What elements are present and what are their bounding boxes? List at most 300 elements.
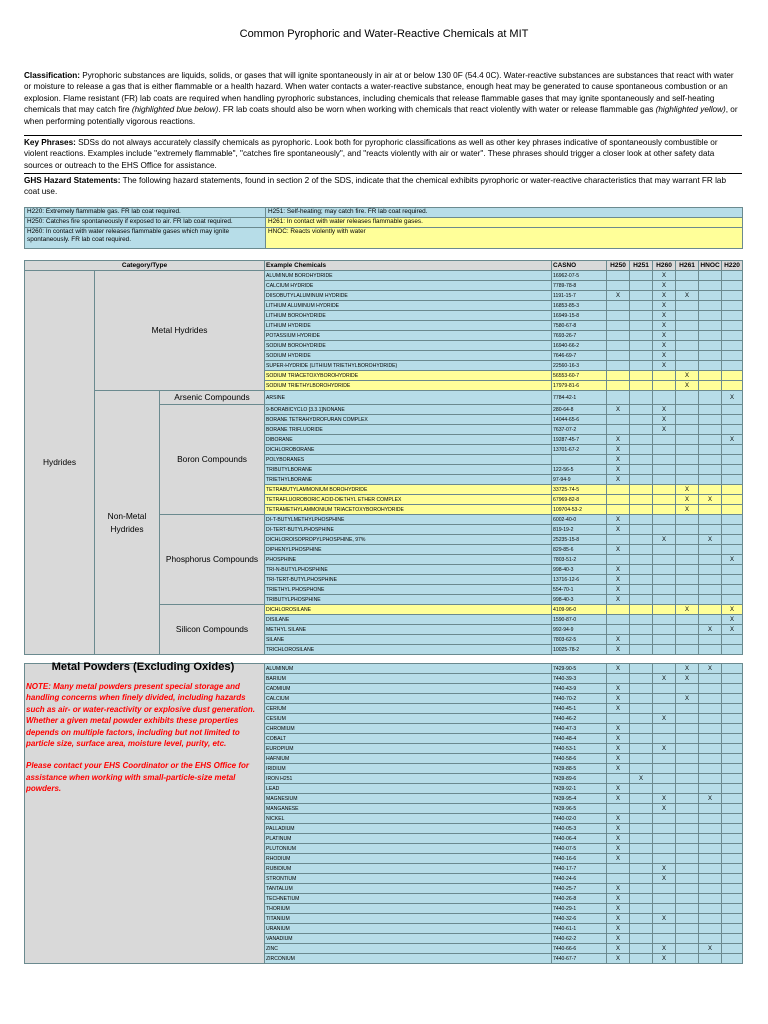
flag-h250: X bbox=[607, 754, 630, 764]
cas-number: 7440-32-6 bbox=[552, 914, 607, 924]
cas-number: 7440-45-1 bbox=[552, 704, 607, 714]
chemical-name: LITHIUM ALUMINUM HYDRIDE bbox=[265, 301, 552, 311]
flag-h220: X bbox=[722, 391, 743, 405]
chemical-name: CADMIUM bbox=[265, 684, 552, 694]
chemical-name: COBALT bbox=[265, 734, 552, 744]
flag-h261 bbox=[676, 455, 699, 465]
flag-h260 bbox=[653, 555, 676, 565]
cas-number: 7440-24-6 bbox=[552, 874, 607, 884]
flag-h261 bbox=[676, 804, 699, 814]
flag-h251 bbox=[630, 405, 653, 415]
flag-hnoc bbox=[699, 924, 722, 934]
flag-h251 bbox=[630, 834, 653, 844]
flag-hnoc bbox=[699, 605, 722, 615]
flag-h251 bbox=[630, 455, 653, 465]
flag-h251 bbox=[630, 934, 653, 944]
chemical-name: BORANE TETRAHYDROFURAN COMPLEX bbox=[265, 415, 552, 425]
chemical-name: TANTALUM bbox=[265, 884, 552, 894]
flag-h261 bbox=[676, 924, 699, 934]
flag-h220 bbox=[722, 674, 743, 684]
cas-number: 7439-96-5 bbox=[552, 804, 607, 814]
chemical-name: SODIUM HYDRIDE bbox=[265, 351, 552, 361]
flag-h260 bbox=[653, 605, 676, 615]
cas-number: 4109-96-0 bbox=[552, 605, 607, 615]
flag-hnoc: X bbox=[699, 944, 722, 954]
cas-number: 19287-45-7 bbox=[552, 435, 607, 445]
flag-h220 bbox=[722, 684, 743, 694]
flag-h261 bbox=[676, 714, 699, 724]
chemical-name: URANIUM bbox=[265, 924, 552, 934]
flag-hnoc bbox=[699, 694, 722, 704]
flag-hnoc bbox=[699, 804, 722, 814]
chemical-name: TRIBUTYLPHOSPHINE bbox=[265, 595, 552, 605]
cas-number: 280-64-8 bbox=[552, 405, 607, 415]
flag-h250 bbox=[607, 331, 630, 341]
flag-h220 bbox=[722, 764, 743, 774]
flag-h261: X bbox=[676, 674, 699, 684]
flag-h250: X bbox=[607, 565, 630, 575]
chemical-name: LEAD bbox=[265, 784, 552, 794]
flag-h220 bbox=[722, 291, 743, 301]
key-phrases-text: SDSs do not always accurately classify chemicals as pyrophoric. Look both for pyrophoric classifications as well as other key phrases indicative of spontaneously combustible or violent reactions. Examples include "extremely flammable", "catches fire spontaneously", and "reacts violently with air or water". These phrases should trigger a closer look at other safety data sources or outreach to the EHS Office for assistance. bbox=[24, 138, 718, 170]
flag-h250 bbox=[607, 625, 630, 635]
flag-h261: X bbox=[676, 485, 699, 495]
chemical-name: DI-TERT-BUTYLPHOSPHINE bbox=[265, 525, 552, 535]
flag-h260 bbox=[653, 784, 676, 794]
flag-h261 bbox=[676, 864, 699, 874]
flag-h251 bbox=[630, 465, 653, 475]
flag-h220 bbox=[722, 321, 743, 331]
flag-h251 bbox=[630, 495, 653, 505]
flag-h220 bbox=[722, 874, 743, 884]
flag-h251 bbox=[630, 565, 653, 575]
flag-h220 bbox=[722, 445, 743, 455]
flag-h261 bbox=[676, 874, 699, 884]
flag-h250 bbox=[607, 555, 630, 565]
flag-h260 bbox=[653, 924, 676, 934]
flag-h250 bbox=[607, 804, 630, 814]
chemical-name: CESIUM bbox=[265, 714, 552, 724]
cas-number: 7440-29-1 bbox=[552, 904, 607, 914]
flag-h260 bbox=[653, 724, 676, 734]
chemical-name: TETRAMETHYLAMMONIUM TRIACETOXYBOROHYDRIDE bbox=[265, 505, 552, 515]
flag-h250: X bbox=[607, 954, 630, 964]
flag-h220 bbox=[722, 854, 743, 864]
chemical-name: DI-T-BUTYLMETHYLPHOSPHINE bbox=[265, 515, 552, 525]
flag-h220 bbox=[722, 525, 743, 535]
flag-hnoc bbox=[699, 954, 722, 964]
flag-h251 bbox=[630, 535, 653, 545]
flag-h251 bbox=[630, 734, 653, 744]
hazard-h250: H250: Catches fire spontaneously if exposed to air. FR lab coat required. bbox=[25, 218, 266, 228]
classification-text-2: . FR lab coats should also be worn when working with chemicals that react violently with water or release flammable gas bbox=[218, 105, 656, 115]
chemical-name: RUBIDIUM bbox=[265, 864, 552, 874]
flag-h261 bbox=[676, 814, 699, 824]
flag-hnoc bbox=[699, 351, 722, 361]
flag-h250: X bbox=[607, 435, 630, 445]
chemical-name: TRICHLOROSILANE bbox=[265, 645, 552, 655]
flag-h260 bbox=[653, 495, 676, 505]
cas-number: 7440-39-3 bbox=[552, 674, 607, 684]
chemical-name: DIBORANE bbox=[265, 435, 552, 445]
flag-h220 bbox=[722, 535, 743, 545]
flag-h261 bbox=[676, 575, 699, 585]
classification-label: Classification: bbox=[24, 71, 80, 80]
flag-h261: X bbox=[676, 371, 699, 381]
flag-h250: X bbox=[607, 744, 630, 754]
header-h260: H260 bbox=[653, 261, 676, 271]
cas-number: 7439-92-1 bbox=[552, 784, 607, 794]
flag-h250 bbox=[607, 535, 630, 545]
flag-h251 bbox=[630, 281, 653, 291]
flag-h251 bbox=[630, 575, 653, 585]
flag-hnoc bbox=[699, 575, 722, 585]
flag-h220 bbox=[722, 565, 743, 575]
flag-h261 bbox=[676, 281, 699, 291]
chemical-name: NICKEL bbox=[265, 814, 552, 824]
flag-h261: X bbox=[676, 605, 699, 615]
flag-hnoc bbox=[699, 311, 722, 321]
flag-h250: X bbox=[607, 525, 630, 535]
flag-h251 bbox=[630, 425, 653, 435]
flag-h220 bbox=[722, 884, 743, 894]
cas-number: 7440-62-2 bbox=[552, 934, 607, 944]
chemical-name: TRIBUTYLBORANE bbox=[265, 465, 552, 475]
cas-number: 1191-15-7 bbox=[552, 291, 607, 301]
chemical-name: ALUMINUM bbox=[265, 664, 552, 674]
chemical-name: 9-BORABICYCLO [3.3.1]NONANE bbox=[265, 405, 552, 415]
flag-h251 bbox=[630, 331, 653, 341]
flag-h261 bbox=[676, 834, 699, 844]
flag-h260 bbox=[653, 635, 676, 645]
flag-h250 bbox=[607, 311, 630, 321]
flag-h250 bbox=[607, 714, 630, 724]
flag-h220: X bbox=[722, 435, 743, 445]
flag-h261: X bbox=[676, 694, 699, 704]
flag-h220 bbox=[722, 734, 743, 744]
cas-number: 7637-07-2 bbox=[552, 425, 607, 435]
chemical-name: ZIRCONIUM bbox=[265, 954, 552, 964]
chemical-name: SODIUM BOROHYDRIDE bbox=[265, 341, 552, 351]
cas-number: 17979-81-6 bbox=[552, 381, 607, 391]
flag-h260: X bbox=[653, 405, 676, 415]
flag-hnoc bbox=[699, 754, 722, 764]
flag-h220 bbox=[722, 754, 743, 764]
flag-h251 bbox=[630, 475, 653, 485]
flag-h261 bbox=[676, 884, 699, 894]
flag-h250: X bbox=[607, 475, 630, 485]
flag-h220 bbox=[722, 924, 743, 934]
flag-h250 bbox=[607, 351, 630, 361]
chemical-name: SODIUM TRIETHYLBOROHYDRIDE bbox=[265, 381, 552, 391]
flag-h250: X bbox=[607, 824, 630, 834]
flag-hnoc bbox=[699, 904, 722, 914]
flag-hnoc bbox=[699, 271, 722, 281]
flag-h251 bbox=[630, 635, 653, 645]
flag-h260 bbox=[653, 844, 676, 854]
chemical-name: DIISOBUTYLALUMINUM HYDRIDE bbox=[265, 291, 552, 301]
flag-h260: X bbox=[653, 331, 676, 341]
cas-number bbox=[552, 455, 607, 465]
flag-h260: X bbox=[653, 271, 676, 281]
category-metal-hydrides: Metal Hydrides bbox=[95, 271, 265, 391]
flag-hnoc bbox=[699, 415, 722, 425]
ghs-text: The following hazard statements, found in section 2 of the SDS, indicate that the chemical exhibits pyrophoric or water-reactive characteristics that may warrant FR lab coat use. bbox=[24, 176, 727, 197]
chemical-name: THORIUM bbox=[265, 904, 552, 914]
flag-h261: X bbox=[676, 381, 699, 391]
flag-h260 bbox=[653, 435, 676, 445]
flag-h261 bbox=[676, 854, 699, 864]
cas-number: 7429-90-5 bbox=[552, 664, 607, 674]
flag-hnoc bbox=[699, 585, 722, 595]
hazard-h251: H251: Self-heating; may catch fire. FR lab coat required. bbox=[266, 208, 743, 218]
flag-h250: X bbox=[607, 834, 630, 844]
cas-number: 7440-16-6 bbox=[552, 854, 607, 864]
cas-number: 67969-82-8 bbox=[552, 495, 607, 505]
flag-hnoc bbox=[699, 545, 722, 555]
chemical-name: TRI-TERT-BUTYLPHOSPHINE bbox=[265, 575, 552, 585]
flag-hnoc bbox=[699, 281, 722, 291]
flag-h261 bbox=[676, 934, 699, 944]
flag-h261 bbox=[676, 321, 699, 331]
flag-hnoc bbox=[699, 784, 722, 794]
flag-h251 bbox=[630, 664, 653, 674]
flag-h251 bbox=[630, 371, 653, 381]
flag-h251 bbox=[630, 515, 653, 525]
flag-h250 bbox=[607, 864, 630, 874]
cas-number: 992-94-9 bbox=[552, 625, 607, 635]
flag-h260 bbox=[653, 694, 676, 704]
flag-h250: X bbox=[607, 291, 630, 301]
flag-h261 bbox=[676, 704, 699, 714]
header-h220: H220 bbox=[722, 261, 743, 271]
cas-number: 7440-70-2 bbox=[552, 694, 607, 704]
flag-h251 bbox=[630, 545, 653, 555]
flag-h250: X bbox=[607, 894, 630, 904]
flag-h251 bbox=[630, 271, 653, 281]
flag-h250 bbox=[607, 301, 630, 311]
flag-h260: X bbox=[653, 944, 676, 954]
flag-h250 bbox=[607, 281, 630, 291]
flag-h260 bbox=[653, 764, 676, 774]
flag-h261 bbox=[676, 904, 699, 914]
flag-h250 bbox=[607, 674, 630, 684]
flag-hnoc bbox=[699, 435, 722, 445]
cas-number: 7580-67-8 bbox=[552, 321, 607, 331]
flag-h250 bbox=[607, 381, 630, 391]
cas-number: 7803-62-5 bbox=[552, 635, 607, 645]
flag-hnoc bbox=[699, 884, 722, 894]
flag-h220 bbox=[722, 774, 743, 784]
flag-h261 bbox=[676, 764, 699, 774]
flag-h260: X bbox=[653, 535, 676, 545]
flag-h220: X bbox=[722, 555, 743, 565]
flag-h260: X bbox=[653, 804, 676, 814]
flag-h220 bbox=[722, 455, 743, 465]
metal-powders-note-1: NOTE: Many metal powders present special storage and handling concerns when finely divided, including hazards such as air- or water-reactivity or explosive dust generation. Whether a given metal powder exhibits these properties depends on multiple factors, including but not limited to particle size, surface area, moisture level, purity, etc. bbox=[26, 682, 255, 749]
flag-h250 bbox=[607, 371, 630, 381]
flag-hnoc bbox=[699, 595, 722, 605]
flag-h220 bbox=[722, 381, 743, 391]
flag-h260: X bbox=[653, 794, 676, 804]
flag-h251 bbox=[630, 784, 653, 794]
flag-h260 bbox=[653, 684, 676, 694]
metal-powders-note bbox=[26, 681, 262, 806]
cas-number: 7789-78-8 bbox=[552, 281, 607, 291]
flag-hnoc: X bbox=[699, 625, 722, 635]
flag-h260 bbox=[653, 834, 676, 844]
flag-h220 bbox=[722, 914, 743, 924]
flag-h251 bbox=[630, 704, 653, 714]
flag-h261 bbox=[676, 684, 699, 694]
flag-hnoc bbox=[699, 645, 722, 655]
flag-h250 bbox=[607, 341, 630, 351]
chemical-name: TECHNETIUM bbox=[265, 894, 552, 904]
flag-h260 bbox=[653, 575, 676, 585]
hazard-h261: H261: In contact with water releases flammable gases. bbox=[266, 218, 743, 228]
flag-h261 bbox=[676, 585, 699, 595]
flag-h251 bbox=[630, 924, 653, 934]
cas-number: 829-85-6 bbox=[552, 545, 607, 555]
flag-h251 bbox=[630, 525, 653, 535]
chemical-name: POTASSIUM HYDRIDE bbox=[265, 331, 552, 341]
category-non-metal-hydrides: Non-Metal Hydrides bbox=[95, 391, 160, 655]
flag-hnoc bbox=[699, 291, 722, 301]
chemical-name: TITANIUM bbox=[265, 914, 552, 924]
flag-h250: X bbox=[607, 734, 630, 744]
flag-h220 bbox=[722, 704, 743, 714]
flag-h251 bbox=[630, 754, 653, 764]
flag-h260 bbox=[653, 884, 676, 894]
flag-h260 bbox=[653, 754, 676, 764]
flag-h250: X bbox=[607, 904, 630, 914]
flag-h251 bbox=[630, 415, 653, 425]
cas-number: 7439-89-6 bbox=[552, 774, 607, 784]
header-casno: CASNO bbox=[552, 261, 607, 271]
flag-h251 bbox=[630, 391, 653, 405]
flag-h251 bbox=[630, 605, 653, 615]
flag-h261 bbox=[676, 844, 699, 854]
flag-hnoc bbox=[699, 864, 722, 874]
header-hnoc: HNOC bbox=[700, 261, 720, 269]
flag-h260: X bbox=[653, 425, 676, 435]
flag-h261 bbox=[676, 625, 699, 635]
flag-h260 bbox=[653, 625, 676, 635]
flag-h250: X bbox=[607, 405, 630, 415]
cas-number: 16940-66-2 bbox=[552, 341, 607, 351]
flag-h250 bbox=[607, 321, 630, 331]
flag-h261 bbox=[676, 615, 699, 625]
flag-h220 bbox=[722, 505, 743, 515]
cas-number: 22560-16-3 bbox=[552, 361, 607, 371]
flag-h251 bbox=[630, 944, 653, 954]
hazard-hnoc: HNOC: Reacts violently with water bbox=[266, 228, 743, 249]
chemical-name: TRIETHYL PHOSPHONE bbox=[265, 585, 552, 595]
cas-number: 7440-43-9 bbox=[552, 684, 607, 694]
flag-h220 bbox=[722, 834, 743, 844]
flag-h261 bbox=[676, 794, 699, 804]
flag-h260 bbox=[653, 615, 676, 625]
chemical-name: DICHLOROSILANE bbox=[265, 605, 552, 615]
flag-hnoc: X bbox=[699, 535, 722, 545]
flag-h260 bbox=[653, 664, 676, 674]
flag-hnoc bbox=[699, 734, 722, 744]
flag-h251 bbox=[630, 361, 653, 371]
flag-h251 bbox=[630, 874, 653, 884]
flag-h260: X bbox=[653, 674, 676, 684]
flag-hnoc bbox=[699, 445, 722, 455]
flag-h260 bbox=[653, 595, 676, 605]
flag-h260 bbox=[653, 894, 676, 904]
flag-h220 bbox=[722, 271, 743, 281]
flag-h251 bbox=[630, 814, 653, 824]
flag-h250: X bbox=[607, 924, 630, 934]
hazard-h260: H260: In contact with water releases flammable gases which may ignite spontaneously. FR lab coat required. bbox=[25, 228, 266, 249]
blue-highlight-note: (highlighted blue below) bbox=[131, 105, 219, 115]
flag-h220 bbox=[722, 954, 743, 964]
flag-h250: X bbox=[607, 664, 630, 674]
flag-h261 bbox=[676, 361, 699, 371]
flag-hnoc bbox=[699, 505, 722, 515]
cas-number: 7803-51-2 bbox=[552, 555, 607, 565]
cas-number: 97-94-9 bbox=[552, 475, 607, 485]
ghs-paragraph bbox=[24, 175, 742, 198]
flag-hnoc bbox=[699, 525, 722, 535]
flag-h260: X bbox=[653, 321, 676, 331]
flag-h220 bbox=[722, 311, 743, 321]
chemical-name: PLATINUM bbox=[265, 834, 552, 844]
cas-number: 7440-47-3 bbox=[552, 724, 607, 734]
flag-h250 bbox=[607, 605, 630, 615]
cas-number: 7440-06-4 bbox=[552, 834, 607, 844]
chemical-name: BORANE TRIFLUORIDE bbox=[265, 425, 552, 435]
flag-h250: X bbox=[607, 694, 630, 704]
flag-h261 bbox=[676, 535, 699, 545]
chemical-name: PLUTONIUM bbox=[265, 844, 552, 854]
chemical-name: TETRAFLUOROBORIC ACID-DIETHYL ETHER COMPLEX bbox=[265, 495, 552, 505]
cas-number: 7440-17-7 bbox=[552, 864, 607, 874]
chemical-name: CHROMIUM bbox=[265, 724, 552, 734]
flag-h251 bbox=[630, 585, 653, 595]
flag-h220 bbox=[722, 331, 743, 341]
flag-h260: X bbox=[653, 864, 676, 874]
chemical-name: STRONTIUM bbox=[265, 874, 552, 884]
flag-h261 bbox=[676, 565, 699, 575]
flag-h250: X bbox=[607, 934, 630, 944]
flag-h220 bbox=[722, 341, 743, 351]
flag-h261 bbox=[676, 311, 699, 321]
flag-h251 bbox=[630, 445, 653, 455]
flag-h250: X bbox=[607, 545, 630, 555]
flag-h220 bbox=[722, 724, 743, 734]
category-phosphorus: Phosphorus Compounds bbox=[160, 515, 265, 605]
chemical-name: ARSINE bbox=[265, 391, 552, 405]
flag-h250 bbox=[607, 505, 630, 515]
chemical-name: BARIUM bbox=[265, 674, 552, 684]
cas-number: 33725-74-5 bbox=[552, 485, 607, 495]
key-phrases-paragraph bbox=[24, 137, 742, 171]
chemical-name: SUPER-HYDRIDE (LITHIUM TRIETHYLBOROHYDRIDE) bbox=[265, 361, 552, 371]
flag-h250: X bbox=[607, 575, 630, 585]
flag-hnoc bbox=[699, 615, 722, 625]
flag-h220 bbox=[722, 371, 743, 381]
cas-number: 7440-67-7 bbox=[552, 954, 607, 964]
flag-h250: X bbox=[607, 764, 630, 774]
flag-h250 bbox=[607, 415, 630, 425]
flag-h260 bbox=[653, 455, 676, 465]
flag-hnoc: X bbox=[699, 495, 722, 505]
flag-h250 bbox=[607, 485, 630, 495]
